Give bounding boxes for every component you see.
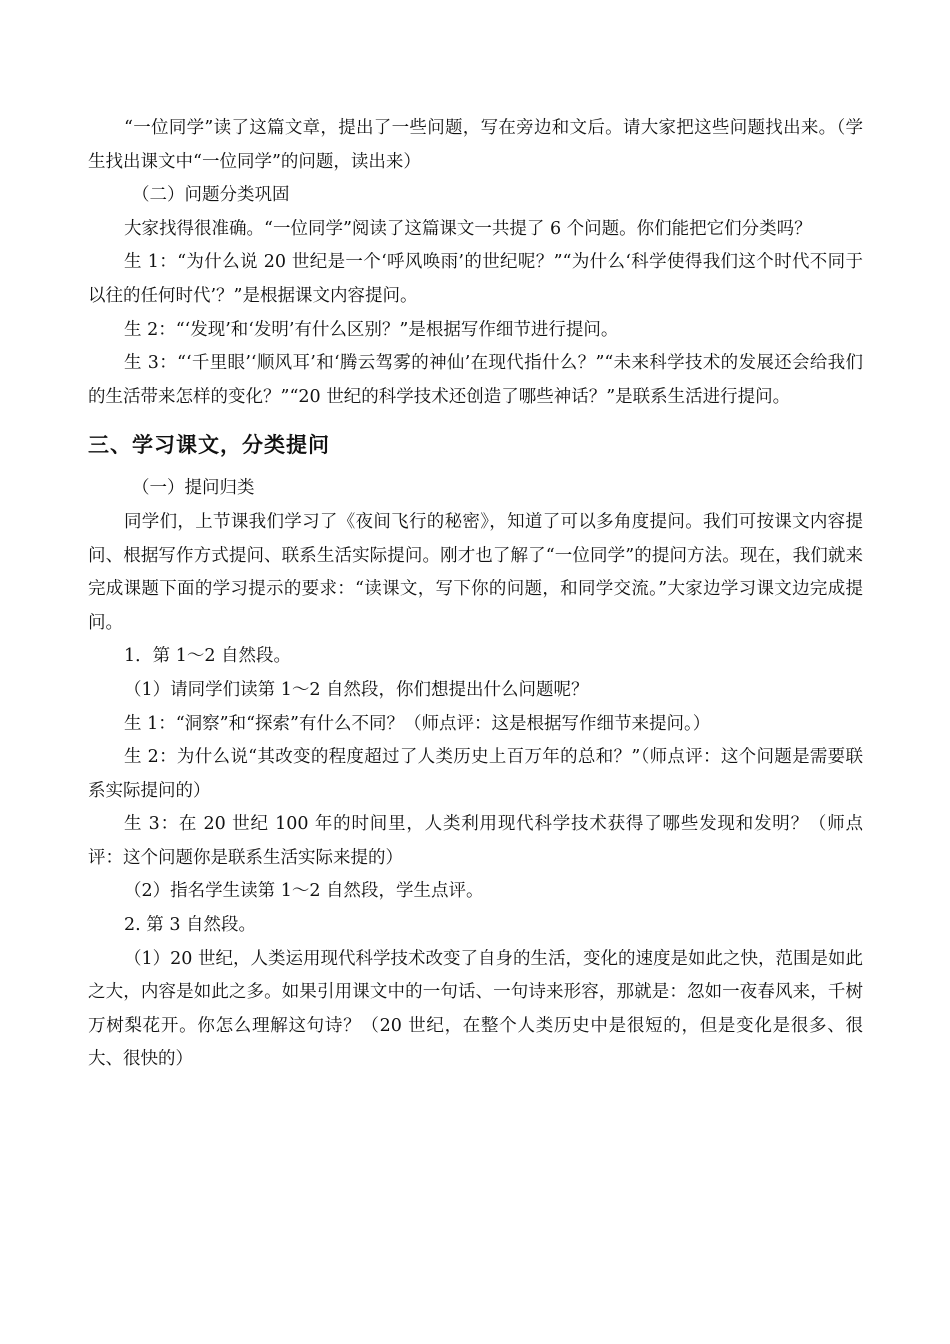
paragraph-teacher-intro: 同学们，上节课我们学习了《夜间飞行的秘密》，知道了可以多角度提问。我们可按课文内容提问、根据写作方式提问、联系生活实际提问。刚才也了解了“一位同学”的提问方法。现在，我们就来完成课题下面的学习提示的要求：“读课文，写下你的问题，和同学交流。”大家边学习课文边完成提问。	[88, 511, 863, 633]
paragraph-part-1-read: （2）指名学生读第 1～2 自然段，学生点评。	[124, 881, 484, 902]
paragraph-part-1-q: （1）请同学们读第 1～2 自然段，你们想提出什么问题呢？	[124, 679, 589, 700]
paragraph-intro: “一位同学”读了这篇文章，提出了一些问题，写在旁边和文后。请大家把这些问题找出来。（学生找出课文中“一位同学”的问题，读出来）	[88, 118, 863, 172]
subheading-question-group: （一）提问归类	[132, 478, 255, 499]
paragraph-answer-3: 生 3：在 20 世纪 100 年的时间里，人类利用现代科学技术获得了哪些发现和发明？（师点评：这个问题你是联系生活实际来提的）	[88, 814, 863, 868]
subheading-classify: （二）问题分类巩固	[132, 185, 290, 206]
paragraph-part-2-poem: （1）20 世纪，人类运用现代科学技术改变了自身的生活，变化的速度是如此之快，范围是如此之大，内容是如此之多。如果引用课文中的一句话、一句诗来形容，那就是：忽如一夜春风来，千树万树梨花开。你怎么理解这句诗？（20 世纪，在整个人类历史中是很短的，但是变化是很多、很大、很快的）	[88, 948, 863, 1070]
paragraph-student-3: 生 3：“‘千里眼’‘顺风耳’和‘腾云驾雾的神仙’在现代指什么？”“未来科学技术的发展还会给我们的生活带来怎样的变化？”“20 世纪的科学技术还创造了哪些神话？”是联系生活进行提问。	[88, 353, 863, 407]
paragraph-student-1: 生 1：“为什么说 20 世纪是一个‘呼风唤雨’的世纪呢？”“为什么‘科学使得我们这个时代不同于以往的任何时代’？”是根据课文内容提问。	[88, 252, 863, 306]
section-heading: 三、学习课文，分类提问	[88, 433, 330, 458]
paragraph-answer-1: 生 1：“洞察”和“探索”有什么不同？（师点评：这是根据写作细节来提问。）	[124, 713, 711, 734]
paragraph-answer-2: 生 2：为什么说“其改变的程度超过了人类历史上百万年的总和？”（师点评：这个问题是需要联系实际提问的）	[88, 747, 863, 801]
paragraph-part-1: 1．第 1～2 自然段。	[124, 646, 292, 667]
paragraph-part-2: 2. 第 3 自然段。	[124, 915, 257, 936]
paragraph-classify: 大家找得很准确。“一位同学”阅读了这篇课文一共提了 6 个问题。你们能把它们分类吗？	[124, 218, 812, 239]
document-body	[88, 112, 863, 1077]
paragraph-student-2: 生 2：“‘发现’和‘发明’有什么区别？”是根据写作细节进行提问。	[124, 319, 619, 340]
